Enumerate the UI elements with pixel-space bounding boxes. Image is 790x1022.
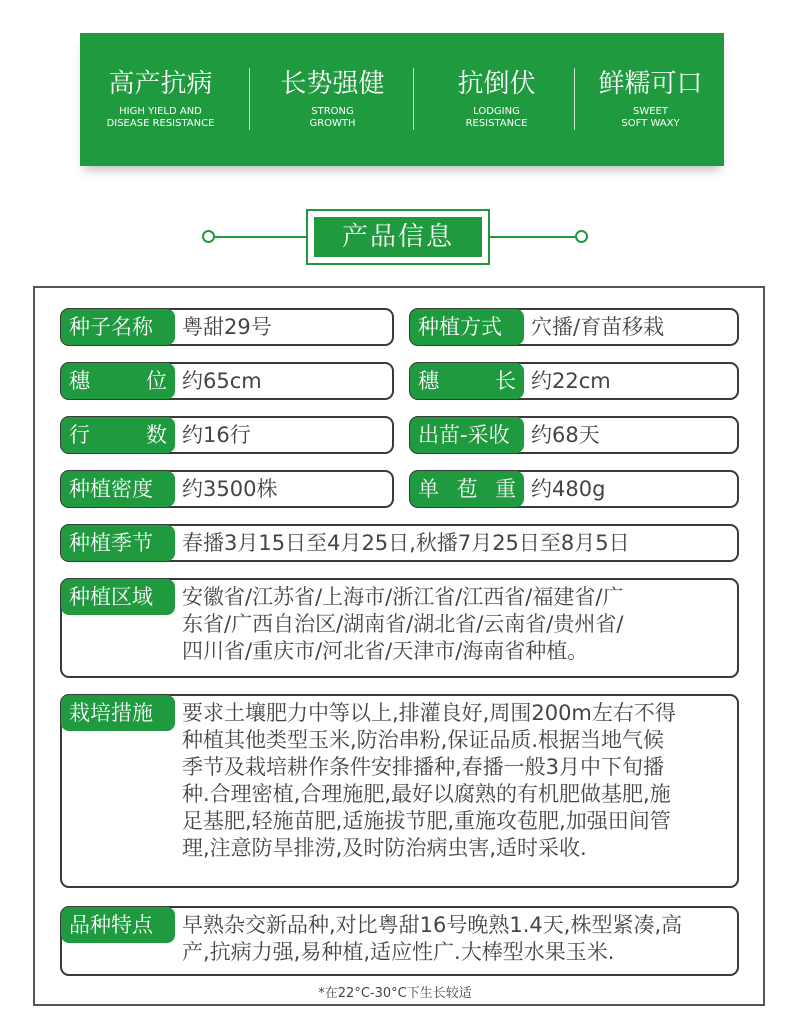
field-value: 粤甜29号 (182, 315, 272, 339)
feature-title: 高产抗病 (108, 69, 213, 99)
field-value (182, 584, 623, 665)
field-value: 约65cm (182, 369, 262, 393)
title-ornament-dot (575, 230, 588, 243)
text-line: 早熟杂交新品种,对比粤甜16号晚熟1.4天,株型紧凑,高 (182, 913, 683, 937)
field-ear-position (60, 362, 394, 400)
feature-subtitle-line: SWEET (633, 106, 668, 117)
title-ornament-dot (202, 230, 215, 243)
text-line: 安徽省/江苏省/上海市/浙江省/江西省/福建省/广 (182, 585, 624, 609)
field-value: 约68天 (531, 423, 600, 447)
field-season (60, 524, 739, 562)
field-value: 约22cm (531, 369, 611, 393)
text-line: 季节及栽培耕作条件安排播种,春播一般3月中下旬播 (182, 755, 665, 779)
section-title-text: 产品信息 (314, 217, 482, 257)
divider (413, 68, 414, 130)
feature-title: 鲜糯可口 (598, 69, 703, 99)
feature-subtitle-line: RESISTANCE (465, 118, 528, 129)
text-line: 四川省/重庆市/河北省/天津市/海南省种植。 (182, 639, 589, 663)
field-ear-weight (409, 470, 739, 508)
product-info-panel (33, 286, 765, 1006)
field-value: 约3500株 (182, 477, 278, 501)
feature-banner (80, 33, 724, 166)
field-seed-name (60, 308, 394, 346)
text-line: 理,注意防旱排涝,及时防治病虫害,适时采收. (182, 836, 587, 860)
feature-title: 长势强健 (280, 69, 385, 99)
field-value: 约16行 (182, 423, 251, 447)
field-rows (60, 416, 394, 454)
field-value: 穴播/育苗移栽 (531, 315, 665, 339)
feature-subtitle-line: STRONG (311, 106, 354, 117)
field-region (60, 578, 739, 678)
field-label: 品种特点 (61, 907, 175, 943)
field-harvest-days (409, 416, 739, 454)
feature-sweet (570, 33, 731, 166)
field-plant-method (409, 308, 739, 346)
field-value (182, 700, 676, 862)
field-ear-length (409, 362, 739, 400)
field-label: 种子名称 (61, 309, 175, 345)
feature-subtitle-line: LODGING (473, 106, 520, 117)
section-title (306, 209, 490, 265)
text-line: 种植其他类型玉米,防治串粉,保证品质.根据当地气候 (182, 728, 665, 752)
feature-strong-growth (252, 33, 413, 166)
feature-subtitle (416, 106, 577, 130)
feature-subtitle (252, 106, 413, 130)
field-label: 单 苞 重 (410, 471, 524, 507)
field-value (182, 912, 682, 966)
feature-title: 抗倒伏 (457, 69, 536, 99)
footnote: *在22°C-30°C下生长较适 (318, 986, 472, 1001)
text-line: 产,抗病力强,易种植,适应性广.大棒型水果玉米. (182, 940, 615, 964)
title-ornament-line (215, 236, 306, 238)
field-label: 栽培措施 (61, 695, 175, 731)
text-line: 种.合理密植,合理施肥,最好以腐熟的有机肥做基肥,施 (182, 782, 671, 806)
field-label: 出苗-采收 (410, 417, 524, 453)
feature-subtitle-line: SOFT WAXY (621, 118, 680, 129)
field-value: 春播3月15日至4月25日,秋播7月25日至8月5日 (182, 531, 630, 555)
feature-subtitle-line: DISEASE RESISTANCE (106, 118, 215, 129)
feature-lodging (416, 33, 577, 166)
feature-high-yield (80, 33, 241, 166)
field-label: 种植方式 (410, 309, 524, 345)
text-line: 东省/广西自治区/湖南省/湖北省/云南省/贵州省/ (182, 612, 624, 636)
field-label: 行 数 (61, 417, 175, 453)
field-label: 种植密度 (61, 471, 175, 507)
feature-subtitle-line: HIGH YIELD AND (119, 106, 202, 117)
text-line: 足基肥,轻施苗肥,适施拔节肥,重施攻苞肥,加强田间管 (182, 809, 671, 833)
text-line: 要求土壤肥力中等以上,排灌良好,周围200m左右不得 (182, 701, 676, 725)
field-value: 约480g (531, 477, 606, 501)
field-label: 种植季节 (61, 525, 175, 561)
feature-subtitle (570, 106, 731, 130)
field-label: 穗 长 (410, 363, 524, 399)
field-label: 种植区域 (61, 579, 175, 615)
divider (249, 68, 250, 130)
title-ornament-line (490, 236, 575, 238)
field-label: 穗 位 (61, 363, 175, 399)
field-cultivation (60, 694, 739, 888)
field-density (60, 470, 394, 508)
field-variety-features (60, 906, 739, 976)
feature-subtitle-line: GROWTH (309, 118, 356, 129)
feature-subtitle (80, 106, 241, 130)
